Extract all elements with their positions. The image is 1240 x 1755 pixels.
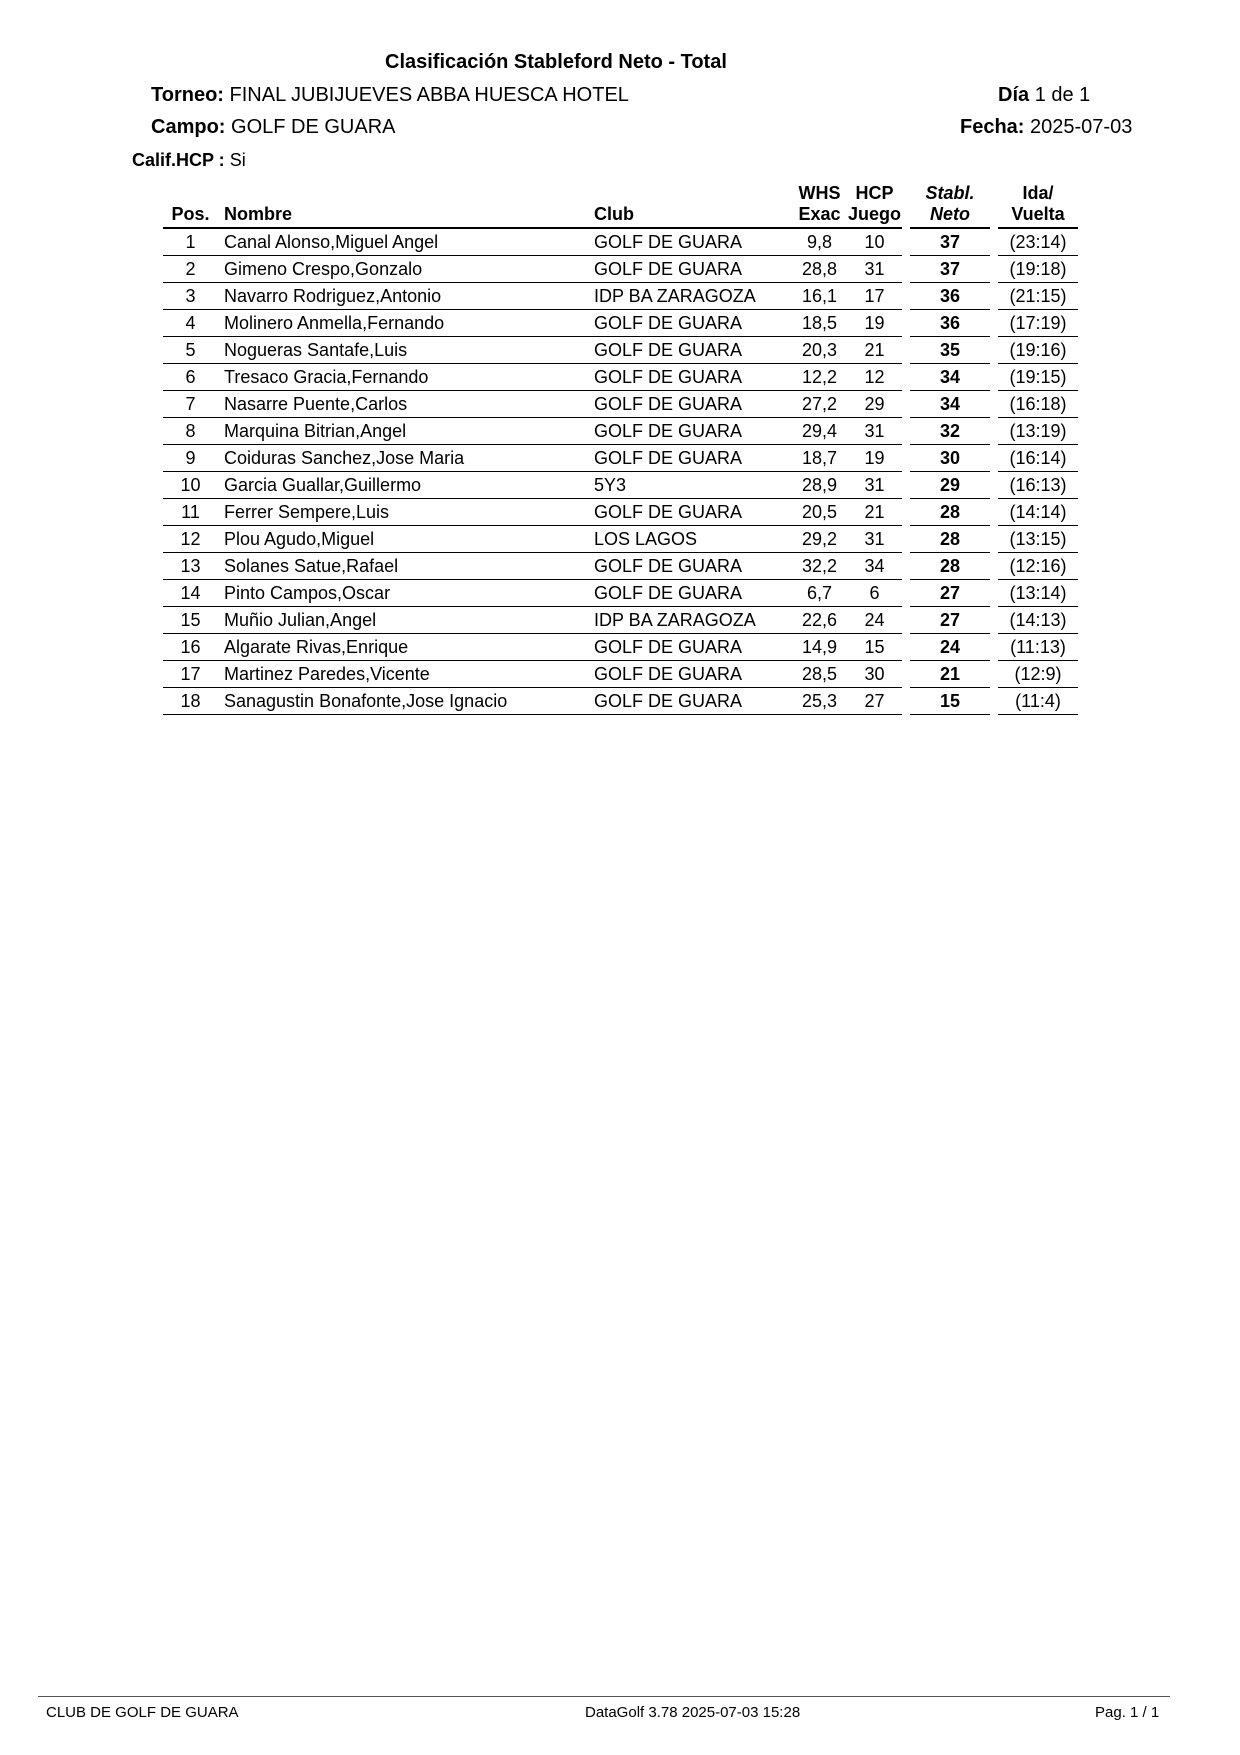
row-club: GOLF DE GUARA	[594, 580, 792, 607]
table-row	[163, 499, 1078, 526]
row-whs: 18,5	[792, 310, 847, 337]
row-nombre: Plou Agudo,Miguel	[218, 526, 594, 553]
row-pos: 9	[163, 445, 218, 472]
row-pos: 2	[163, 256, 218, 283]
col-hcp-header-line2: Juego	[847, 204, 901, 224]
dia-label: Día	[998, 84, 1030, 106]
row-stabl: 34	[910, 364, 990, 391]
row-hcp: 15	[847, 634, 902, 661]
row-whs: 28,8	[792, 256, 847, 283]
row-nombre: Sanagustin Bonafonte,Jose Ignacio	[218, 688, 594, 715]
fecha-value: 2025-07-03	[1030, 116, 1133, 138]
row-nombre: Marquina Bitrian,Angel	[218, 418, 594, 445]
row-hcp: 10	[847, 228, 902, 256]
row-pos: 17	[163, 661, 218, 688]
row-nombre: Solanes Satue,Rafael	[218, 553, 594, 580]
row-hcp: 31	[847, 256, 902, 283]
row-whs: 20,5	[792, 499, 847, 526]
row-pos: 3	[163, 283, 218, 310]
row-ida: (21:15)	[998, 283, 1078, 310]
row-pos: 4	[163, 310, 218, 337]
row-hcp: 19	[847, 310, 902, 337]
row-pos: 15	[163, 607, 218, 634]
row-club: 5Y3	[594, 472, 792, 499]
table-row	[163, 310, 1078, 337]
row-stabl: 28	[910, 526, 990, 553]
footer-software: DataGolf 3.78 2025-07-03 15:28	[585, 1704, 801, 1721]
table-row	[163, 445, 1078, 472]
row-stabl: 32	[910, 418, 990, 445]
row-whs: 22,6	[792, 607, 847, 634]
row-nombre: Nasarre Puente,Carlos	[218, 391, 594, 418]
col-stabl-header-line1: Stabl.	[925, 183, 975, 203]
row-hcp: 31	[847, 526, 902, 553]
table-header-row	[163, 183, 1078, 228]
row-ida: (12:16)	[998, 553, 1078, 580]
row-pos: 18	[163, 688, 218, 715]
row-club: IDP BA ZARAGOZA	[594, 283, 792, 310]
dia-line	[998, 84, 1090, 107]
row-ida: (12:9)	[998, 661, 1078, 688]
row-nombre: Gimeno Crespo,Gonzalo	[218, 256, 594, 283]
page-title: Clasificación Stableford Neto - Total	[385, 51, 727, 73]
col-club-header: Club	[594, 183, 792, 228]
row-whs: 28,9	[792, 472, 847, 499]
row-pos: 14	[163, 580, 218, 607]
row-club: GOLF DE GUARA	[594, 499, 792, 526]
row-pos: 1	[163, 228, 218, 256]
row-stabl: 36	[910, 310, 990, 337]
row-whs: 18,7	[792, 445, 847, 472]
table-row	[163, 634, 1078, 661]
row-ida: (11:13)	[998, 634, 1078, 661]
row-nombre: Ferrer Sempere,Luis	[218, 499, 594, 526]
row-stabl: 27	[910, 607, 990, 634]
row-ida: (14:13)	[998, 607, 1078, 634]
row-pos: 5	[163, 337, 218, 364]
row-pos: 8	[163, 418, 218, 445]
table-row	[163, 228, 1078, 256]
row-club: GOLF DE GUARA	[594, 418, 792, 445]
row-pos: 16	[163, 634, 218, 661]
row-nombre: Nogueras Santafe,Luis	[218, 337, 594, 364]
row-nombre: Tresaco Gracia,Fernando	[218, 364, 594, 391]
row-club: GOLF DE GUARA	[594, 553, 792, 580]
table-row	[163, 580, 1078, 607]
row-stabl: 37	[910, 228, 990, 256]
row-stabl: 35	[910, 337, 990, 364]
fecha-line	[960, 116, 1132, 139]
row-stabl: 24	[910, 634, 990, 661]
row-club: GOLF DE GUARA	[594, 310, 792, 337]
campo-label: Campo:	[151, 116, 226, 138]
row-nombre: Coiduras Sanchez,Jose Maria	[218, 445, 594, 472]
torneo-label: Torneo:	[151, 84, 224, 106]
row-whs: 27,2	[792, 391, 847, 418]
row-whs: 6,7	[792, 580, 847, 607]
calif-label: Calif.HCP :	[132, 150, 225, 170]
row-whs: 9,8	[792, 228, 847, 256]
row-nombre: Martinez Paredes,Vicente	[218, 661, 594, 688]
row-stabl: 34	[910, 391, 990, 418]
row-stabl: 36	[910, 283, 990, 310]
torneo-value: FINAL JUBIJUEVES ABBA HUESCA HOTEL	[229, 84, 629, 106]
col-hcp-header-line1: HCP	[855, 183, 894, 203]
row-whs: 20,3	[792, 337, 847, 364]
row-nombre: Navarro Rodriguez,Antonio	[218, 283, 594, 310]
row-club: GOLF DE GUARA	[594, 661, 792, 688]
row-hcp: 19	[847, 445, 902, 472]
table-row	[163, 472, 1078, 499]
row-hcp: 24	[847, 607, 902, 634]
row-nombre: Muñio Julian,Angel	[218, 607, 594, 634]
row-whs: 16,1	[792, 283, 847, 310]
row-club: GOLF DE GUARA	[594, 228, 792, 256]
table-row	[163, 688, 1078, 715]
table-row	[163, 607, 1078, 634]
row-pos: 13	[163, 553, 218, 580]
row-ida: (23:14)	[998, 228, 1078, 256]
fecha-label: Fecha:	[960, 116, 1025, 138]
calif-line	[132, 150, 246, 171]
col-ida-header	[998, 183, 1078, 228]
results-table	[163, 183, 1078, 715]
row-ida: (19:18)	[998, 256, 1078, 283]
col-pos-header: Pos.	[163, 183, 218, 228]
table-row	[163, 661, 1078, 688]
row-club: IDP BA ZARAGOZA	[594, 607, 792, 634]
row-pos: 11	[163, 499, 218, 526]
row-club: GOLF DE GUARA	[594, 337, 792, 364]
row-stabl: 30	[910, 445, 990, 472]
row-stabl: 27	[910, 580, 990, 607]
row-ida: (13:19)	[998, 418, 1078, 445]
torneo-line	[151, 84, 629, 107]
row-pos: 7	[163, 391, 218, 418]
col-nombre-header: Nombre	[218, 183, 594, 228]
row-ida: (16:14)	[998, 445, 1078, 472]
row-club: GOLF DE GUARA	[594, 688, 792, 715]
row-hcp: 31	[847, 472, 902, 499]
row-nombre: Garcia Guallar,Guillermo	[218, 472, 594, 499]
row-nombre: Pinto Campos,Oscar	[218, 580, 594, 607]
row-club: GOLF DE GUARA	[594, 634, 792, 661]
row-ida: (13:14)	[998, 580, 1078, 607]
row-club: LOS LAGOS	[594, 526, 792, 553]
row-ida: (19:15)	[998, 364, 1078, 391]
table-row	[163, 364, 1078, 391]
dia-value: 1 de 1	[1034, 84, 1091, 106]
row-nombre: Molinero Anmella,Fernando	[218, 310, 594, 337]
table-row	[163, 418, 1078, 445]
table-row	[163, 526, 1078, 553]
row-hcp: 6	[847, 580, 902, 607]
row-club: GOLF DE GUARA	[594, 391, 792, 418]
row-stabl: 28	[910, 553, 990, 580]
col-ida-header-line2: Vuelta	[1011, 204, 1065, 224]
row-stabl: 37	[910, 256, 990, 283]
row-whs: 12,2	[792, 364, 847, 391]
row-nombre: Algarate Rivas,Enrique	[218, 634, 594, 661]
row-whs: 29,4	[792, 418, 847, 445]
row-club: GOLF DE GUARA	[594, 256, 792, 283]
col-ida-header-line1: Ida/	[1022, 183, 1054, 203]
row-hcp: 17	[847, 283, 902, 310]
row-hcp: 27	[847, 688, 902, 715]
row-whs: 25,3	[792, 688, 847, 715]
row-hcp: 34	[847, 553, 902, 580]
table-row	[163, 337, 1078, 364]
col-stabl-header-line2: Neto	[930, 204, 970, 224]
row-pos: 12	[163, 526, 218, 553]
row-stabl: 15	[910, 688, 990, 715]
row-stabl: 29	[910, 472, 990, 499]
campo-value: GOLF DE GUARA	[231, 116, 396, 138]
row-nombre: Canal Alonso,Miguel Angel	[218, 228, 594, 256]
col-whs-header-line2: Exac	[798, 204, 841, 224]
row-pos: 10	[163, 472, 218, 499]
col-whs-header-line1: WHS	[798, 183, 841, 203]
row-whs: 14,9	[792, 634, 847, 661]
footer-page: Pag. 1 / 1	[1095, 1704, 1160, 1721]
row-hcp: 12	[847, 364, 902, 391]
row-ida: (19:16)	[998, 337, 1078, 364]
col-hcp-header	[847, 183, 902, 228]
row-hcp: 21	[847, 499, 902, 526]
row-hcp: 31	[847, 418, 902, 445]
col-whs-header	[792, 183, 847, 228]
col-stabl-header	[910, 183, 990, 228]
row-ida: (17:19)	[998, 310, 1078, 337]
calif-value: Si	[229, 150, 246, 170]
row-club: GOLF DE GUARA	[594, 364, 792, 391]
table-row	[163, 283, 1078, 310]
footer-divider	[38, 1696, 1170, 1697]
row-hcp: 29	[847, 391, 902, 418]
row-ida: (16:13)	[998, 472, 1078, 499]
table-row	[163, 553, 1078, 580]
row-whs: 29,2	[792, 526, 847, 553]
row-ida: (11:4)	[998, 688, 1078, 715]
row-pos: 6	[163, 364, 218, 391]
results-body	[163, 228, 1078, 715]
row-stabl: 28	[910, 499, 990, 526]
row-ida: (13:15)	[998, 526, 1078, 553]
campo-line	[151, 116, 396, 139]
row-hcp: 30	[847, 661, 902, 688]
row-stabl: 21	[910, 661, 990, 688]
footer-club: CLUB DE GOLF DE GUARA	[46, 1704, 239, 1721]
row-hcp: 21	[847, 337, 902, 364]
row-ida: (14:14)	[998, 499, 1078, 526]
row-whs: 28,5	[792, 661, 847, 688]
row-ida: (16:18)	[998, 391, 1078, 418]
row-club: GOLF DE GUARA	[594, 445, 792, 472]
table-row	[163, 391, 1078, 418]
table-row	[163, 256, 1078, 283]
row-whs: 32,2	[792, 553, 847, 580]
